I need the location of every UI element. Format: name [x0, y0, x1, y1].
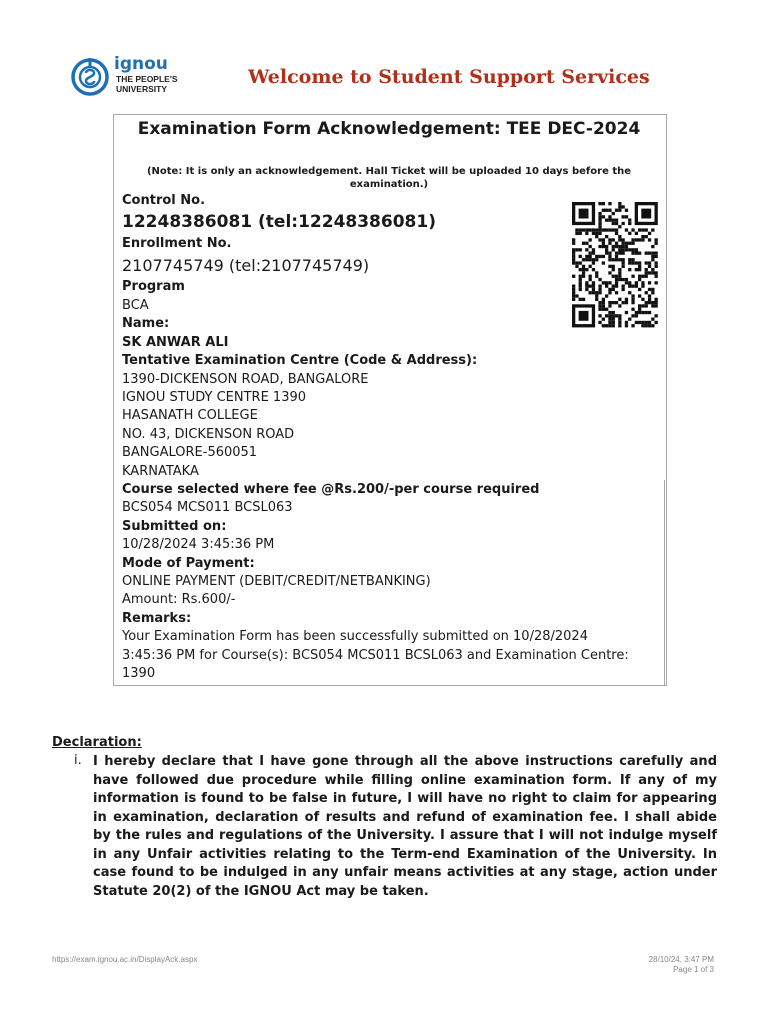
declaration-heading: Declaration:: [52, 735, 142, 750]
exam-centre-line: HASANATH COLLEGE: [122, 408, 258, 423]
program-label: Program: [122, 279, 185, 294]
submitted-on-label: Submitted on:: [122, 519, 227, 534]
course-selected-value: BCS054 MCS011 BCSL063: [122, 500, 293, 515]
exam-centre-label: Tentative Examination Centre (Code & Address):: [122, 353, 478, 368]
exam-centre-line: 1390-DICKENSON ROAD, BANGALORE: [122, 372, 369, 387]
welcome-heading: Welcome to Student Support Services: [248, 66, 650, 88]
exam-centre-line: IGNOU STUDY CENTRE 1390: [122, 390, 307, 405]
program-value: BCA: [122, 298, 149, 313]
ignou-wordmark: ignou: [114, 54, 168, 74]
page-url: https://exam.ignou.ac.in/DisplayAck.aspx: [52, 955, 198, 964]
declaration-text: I hereby declare that I have gone through all the above instructions carefully and have followed due procedure while filling online examination form. If any of my information is found to be false in future, I will have no right to claim for appearing in examination, declaration of results and refund of examination fee. I shall abide by the rules and regulations of the University. I assure that I will not indulge myself in any Unfair activities relating to the Term-end Examination of the University. In case found to be indulged in any unfair means activities at any stage, action under Statute 20(2) of the IGNOU Act may be taken.: [93, 754, 717, 899]
name-value: SK ANWAR ALI: [122, 335, 229, 350]
ignou-logo: [70, 54, 180, 100]
control-no-label: Control No.: [122, 193, 206, 208]
payment-mode-label: Mode of Payment:: [122, 556, 255, 571]
enrollment-no-label: Enrollment No.: [122, 236, 232, 251]
name-label: Name:: [122, 316, 170, 331]
amount-value: Amount: Rs.600/-: [122, 592, 236, 607]
print-datetime: 28/10/24, 3:47 PM: [648, 955, 714, 964]
remarks-value: Your Examination Form has been successfully submitted on 10/28/2024 3:45:36 PM for Course(s): BCS054 MCS011 BCSL063 and Examination Centre: 1390: [122, 629, 629, 681]
ignou-emblem-icon: [70, 56, 110, 96]
payment-mode-value: ONLINE PAYMENT (DEBIT/CREDIT/NETBANKING): [122, 574, 431, 589]
page-number: Page 1 of 3: [673, 965, 714, 974]
exam-centre-line: KARNATAKA: [122, 464, 199, 479]
declaration-item-number: i.: [74, 753, 82, 768]
hall-ticket-note: (Note: It is only an acknowledgement. Hall Ticket will be uploaded 10 days before the examination.): [146, 166, 632, 190]
qr-code-icon: [572, 202, 658, 328]
card-right-border-segment: [664, 480, 665, 685]
course-selected-label: Course selected where fee @Rs.200/-per course required: [122, 482, 540, 497]
remarks-label: Remarks:: [122, 611, 192, 626]
enrollment-no-value[interactable]: 2107745749 (tel:2107745749): [122, 256, 370, 275]
exam-centre-line: NO. 43, DICKENSON ROAD: [122, 427, 295, 442]
form-title: Examination Form Acknowledgement: TEE DEC-2024: [137, 119, 641, 139]
exam-centre-line: BANGALORE-560051: [122, 445, 258, 460]
submitted-on-value: 10/28/2024 3:45:36 PM: [122, 537, 275, 552]
control-no-value[interactable]: 12248386081 (tel:12248386081): [122, 212, 436, 232]
ignou-tagline-1: THE PEOPLE'S: [116, 74, 178, 84]
ignou-tagline-2: UNIVERSITY: [116, 84, 168, 94]
